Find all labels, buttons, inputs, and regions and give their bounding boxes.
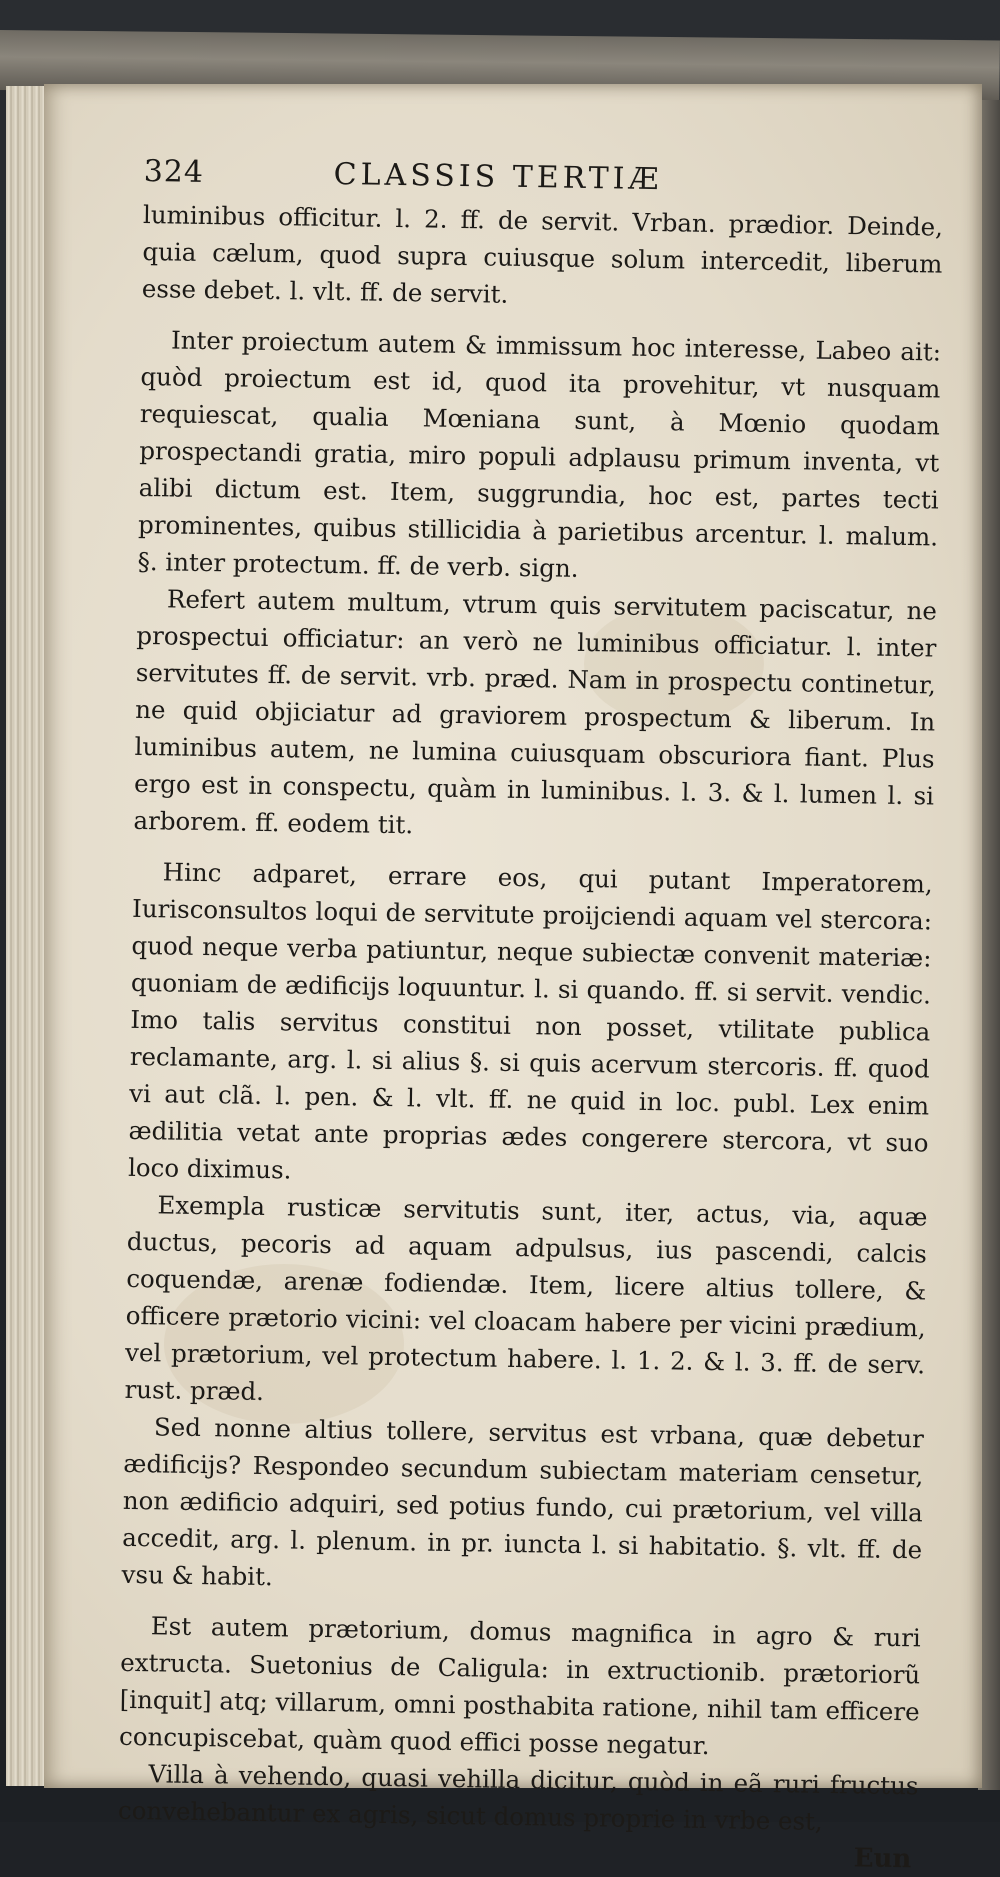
paragraph-5: Exempla rusticæ servitutis sunt, iter, actus, via, aquæ ductus, pecoris ad aquam adpulsus, ius pascendi, calcis coquendæ, arenæ fodiendæ. Item, licere altius tollere, & officere prætorio vicini: vel cloacam habere per vicini prædium, vel prætorium, vel protectum habere. l. 1. 2. & l. 3. ff. de serv. rust. præd. bbox=[124, 1190, 928, 1407]
paragraph-1: luminibus officitur. l. 2. ff. de servit. Vrban. prædior. Deinde, quia cælum, quod supra cuiusque solum intercedit, liberum esse debet. l. vlt. ff. de servit. bbox=[141, 199, 944, 309]
paragraph-3: Refert autem multum, vtrum quis servitutem paciscatur, ne prospectui officiatur: an verò ne luminibus officiatur. l. inter servitutes ff. de servit. vrb. præd. Nam in prospectu continetur, ne quid objiciatur ad graviorem prospectum & liberum. In luminibus autem, ne lumina cuiusquam obscuriora fiant. Plus ergo est in conspectu, quàm in luminibus. l. 3. & l. lumen l. si arborem. ff. eodem tit. bbox=[133, 584, 938, 840]
page-number: 324 bbox=[143, 154, 205, 190]
page-edges-left bbox=[6, 86, 47, 1786]
paragraph-7: Est autem prætorium, domus magnifica in agro & ruri extructa. Suetonius de Caligula: in extructionib. prætoriorũ [inquit] atq; villarum, omni posthabita ratione, nihil tam efficere concupiscebat, quàm quod effici posse negatur. bbox=[118, 1611, 922, 1761]
paragraph-4: Hinc adparet, errare eos, qui putant Imperatorem, Iurisconsultos loqui de servitute proijciendi aquam vel stercora: quod neque verba patiuntur, neque subiectæ convenit materiæ: quoniam de ædificijs loquuntur. l. si quando. ff. si servit. vendic. Imo talis servitus constitui non posset, vtilitate publica reclamante, arg. l. si alius §. si quis acervum stercoris. ff. quod vi aut clã. l. pen. & l. vlt. ff. ne quid in loc. publ. Lex enim ædilitia vetat ante proprias ædes congerere stercora, vt suo loco diximus. bbox=[127, 857, 933, 1185]
paragraph-2: Inter proiectum autem & immissum hoc interesse, Labeo ait: quòd proiectum est id, quod ita provehitur, vt nusquam requiescat, qualia Mœniana sunt, à Mœnio quodam prospectandi gratia, miro populi adplausu primum inventa, vt alibi dictum est. Item, suggrundia, hoc est, partes tecti prominentes, quibus stillicidia à parietibus arcentur. l. malum. §. inter protectum. ff. de verb. sign. bbox=[137, 325, 942, 583]
paragraph-6: Sed nonne altius tollere, servitus est vrbana, quæ debetur ædificijs? Respondeo secundum subiectam materiam censetur, non ædificio adquiri, sed potius fundo, cui prætorium, vel villa accedit, arg. l. plenum. in pr. iuncta l. si habitatio. §. vlt. ff. de vsu & habit. bbox=[121, 1412, 925, 1592]
book-page bbox=[44, 84, 982, 1875]
paragraph-8: Villa à vehendo, quasi vehilla dicitur, quòd in eã ruri fructus convehebantur ex agris, sicut domus proprie in vrbe est, bbox=[117, 1759, 919, 1836]
page-text bbox=[117, 154, 944, 1877]
running-title: CLASSIS TERTIÆ bbox=[333, 156, 663, 198]
catchword: Eun bbox=[853, 1843, 912, 1875]
